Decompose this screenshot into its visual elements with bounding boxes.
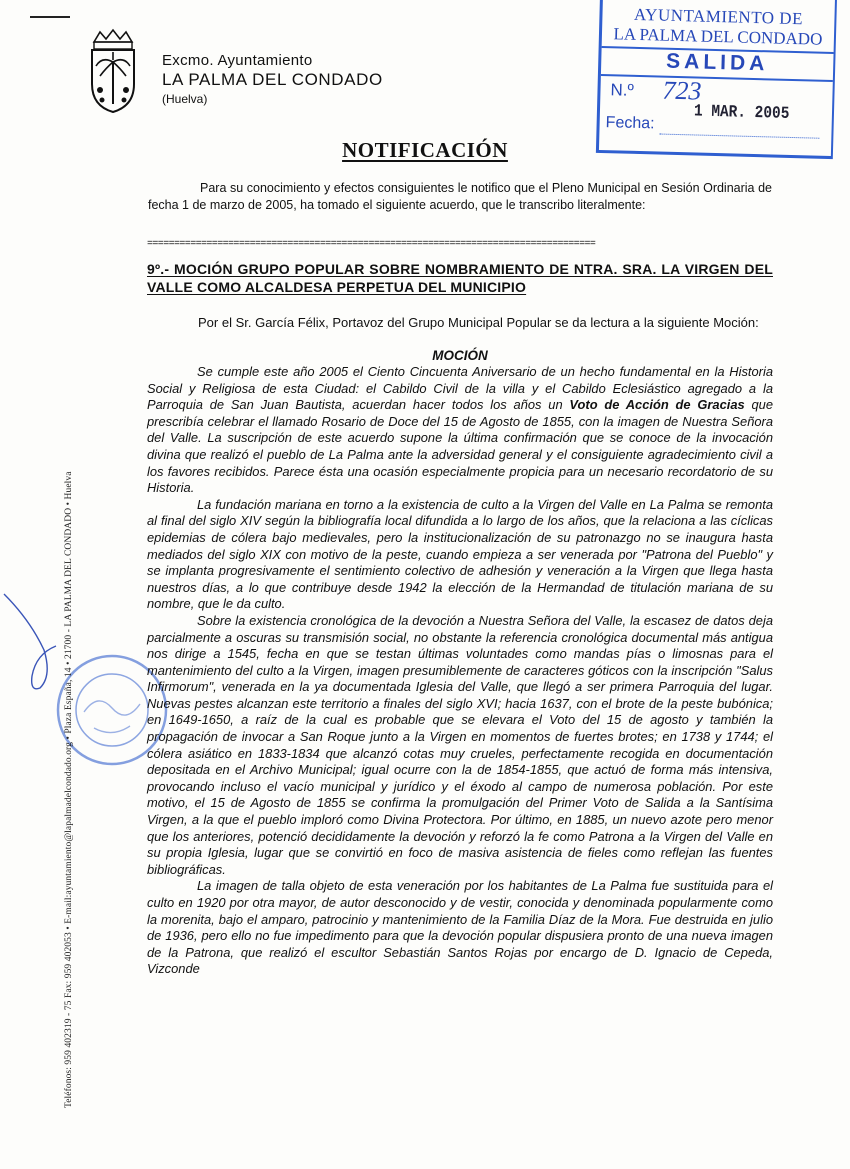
motion-body [147, 364, 773, 978]
stamp-number: 723 [662, 75, 702, 106]
stamp-line1: AYUNTAMIENTO DE [633, 4, 804, 29]
letterhead-line1: Excmo. Ayuntamiento [162, 52, 313, 69]
motion-paragraph-4: La imagen de talla objeto de esta veneración por los habitantes de La Palma fue sustituida para el culto en 1920 por otra mayor, de autor desconocido y de vestir, conocida y denominada popularmente como la morenita, bajo el amparo, patrocinio y mantenimiento de la Familia Díaz de la Mora. Fue destruida en julio de 1936, pero ello no fue impedimento para que la devoción popular dispusiera pronto de una nueva imagen de la Patrona, que realizó el escultor Sebastián Santos Rojas por encargo de D. Ignacio de Cepeda, Vizconde [147, 878, 773, 977]
letterhead [162, 52, 383, 106]
paragraph-1-start: Se cumple este año 2005 el Ciento Cincuenta Aniversario de un hecho fundamental en la Historia Social y Religiosa de esta Ciudad: el Cabildo Civil de la villa y el Cabildo Eclesiástico agregado a la Parroquia de San Juan Bautista, acuerdan hacer todos los años un [147, 364, 773, 413]
coat-of-arms-icon [86, 28, 140, 114]
corner-mark [30, 16, 70, 18]
stamp-salida: SALIDA [665, 49, 769, 76]
motion-heading: MOCIÓN [432, 348, 488, 363]
separator-line: =================================================================================== [147, 240, 596, 250]
paragraph-1-end: que prescribía celebrar el llamado Rosario de Doce del 15 de Agosto de 1855, con la imagen de Nuestra Señora del Valle. La suscripción de este acuerdo supone la última confirmación que se conoce de la invocación divina que realizó el pueblo de La Palma ante la adversidad general y el consiguiente agradecimiento civil a los favores recibidos. Parece ésta una ocasión especialmente propicia para un necesario recordatorio de su Historia. [147, 397, 773, 496]
stamp-date-label: Fecha: [605, 114, 655, 133]
title-text: NOTIFICACIÓN [342, 138, 508, 162]
motion-paragraph-2: La fundación mariana en torno a la existencia de culto a la Virgen del Valle en La Palma se remonta al final del siglo XIV según la bibliografía local difundida a lo largo de los años, que la relaciona a las cíclicas epidemias de cólera bajo medievales, pero la institucionalización de su patronazgo no se inaugura hasta mediados del siglo XIX con motivo de la peste, cuando empieza a ser venerada por "Patrona del Pueblo" y se implanta progresivamente el sentimiento colectivo de adhesión y veneración a la Virgen que llega hasta nuestros días, a lo que contribuye desde 1942 la elección de la Hermandad de titulación mariana de su nombre, que le da culto. [147, 496, 773, 612]
address-sidebar: Teléfonos: 959 402319 - 75 Fax: 959 402053 • E-mail:ayuntamiento@lapalmadelcondado.org • Plaza España, 14 • 21700 - LA PALMA DEL CONDADO • Huelva [64, 471, 74, 1108]
letterhead-line2: LA PALMA DEL CONDADO [162, 70, 383, 89]
intro-paragraph: Para su conocimiento y efectos consiguientes le notifico que el Pleno Municipal en Sesión Ordinaria de fecha 1 de marzo de 2005, ha tomado el siguiente acuerdo, que le transcribo literalmente: [148, 181, 772, 212]
stamp-date: 1 MAR. 2005 [693, 102, 790, 124]
motion-paragraph-3: Sobre la existencia cronológica de la devoción a Nuestra Señora del Valle, la escasez de datos deja parcialmente a oscuras su transmisión social, no obstante la referencia cronológica documental más antigua nos dirige a 1545, fecha en que se testan últimas voluntades como mandas pías o limosnas para el mantenimiento del culto a la Virgen, imagen presumiblemente de caracteres góticos con la inscripción "Salus Infirmorum", venerada en la ya documentada Iglesia del Valle, que llegó a ser primera Parroquia del lugar. Nuevas pestes alcanzan este territorio a finales del siglo XVI; hacia 1637, con el brote de la peste bubónica; en 1649-1650, a raíz de la cual es probable que se elevara el Voto del 15 de agosto y también la propagación de invocar a San Roque junto a la Virgen en momentos de fuertes brotes; en 1738 y 1744; el cólera asiático en 1833-1834 que alcanzó cotas muy crueles, perfectamente recogida en documentación depositada en el Archivo Municipal; igual ocurre con la de 1854-1855, que actuó de forma más intensiva, provocando incluso el vacío municipal y jurídico y el éxodo al campo de numerosa población. Por este motivo, el 15 de Agosto de 1855 se confirma la promulgación del Primer Voto de Salida a la Santísima Virgen, a la que el pueblo imploró como Divina Protectora. Por último, en 1885, un nuevo azote pero menor que los anteriores, potenció decididamente la devoción y reforzó la fe como Patrona a la Virgen del Valle en su propia Iglesia, lugar que se convirtió en foco de masiva asistencia de fieles como reflejan las fuentes bibliográficas. [147, 612, 773, 877]
paragraph-1-bold: Voto de Acción de Gracias [569, 397, 745, 413]
motion-paragraph-1 [147, 364, 773, 497]
registry-stamp [596, 0, 837, 159]
stamp-number-label: N.º [610, 80, 634, 100]
letterhead-line3: (Huelva) [162, 92, 208, 106]
agenda-item-heading: 9º.- MOCIÓN GRUPO POPULAR SOBRE NOMBRAMIENTO DE NTRA. SRA. LA VIRGEN DEL VALLE COMO ALCALDESA PERPETUA DEL MUNICIPIO [147, 261, 773, 295]
page-title [0, 138, 850, 163]
reading-paragraph: Por el Sr. García Félix, Portavoz del Grupo Municipal Popular se da lectura a la siguiente Moción: [198, 315, 759, 330]
stamp-line2: LA PALMA DEL CONDADO [613, 24, 823, 49]
